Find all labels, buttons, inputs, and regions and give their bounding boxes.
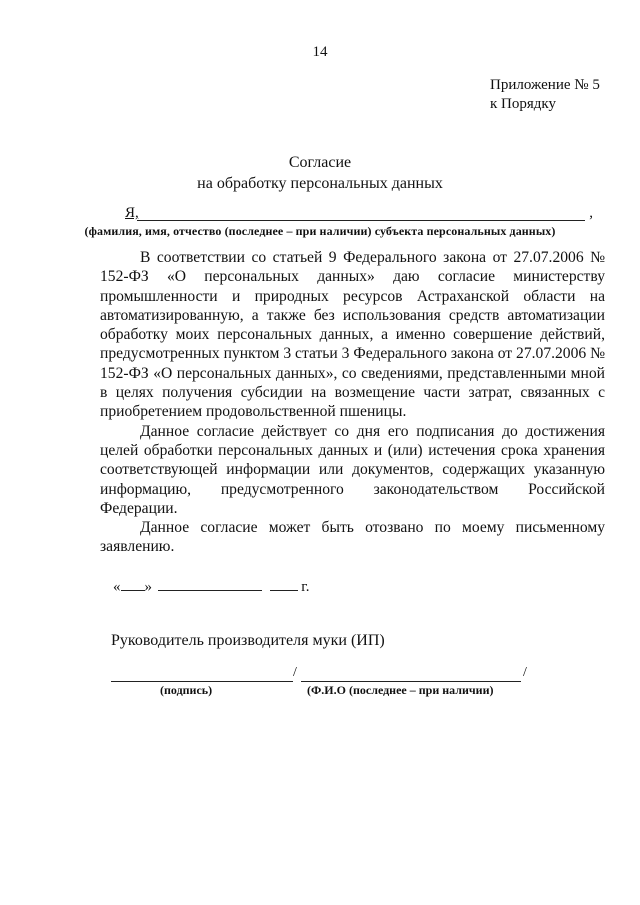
signature-separator-2: / xyxy=(523,665,527,680)
date-month-blank[interactable] xyxy=(158,578,262,591)
date-open-quote: « xyxy=(113,579,121,595)
date-year-blank[interactable] xyxy=(270,578,298,591)
title-line-2: на обработку персональных данных xyxy=(197,175,443,192)
body-paragraph-3: Данное согласие может быть отозвано по моему письменному заявлению. xyxy=(100,519,605,556)
applicant-name-blank[interactable] xyxy=(137,220,585,221)
date-year-suffix: г. xyxy=(301,579,310,595)
signature-separator-1: / xyxy=(293,665,297,680)
date-field xyxy=(113,578,309,596)
applicant-prefix: Я, xyxy=(125,205,139,221)
full-name-caption: (Ф.И.О (последнее – при наличии) xyxy=(307,683,494,697)
consent-body xyxy=(100,248,605,557)
appendix-reference xyxy=(490,76,600,114)
document-title xyxy=(0,152,640,194)
full-name-blank[interactable] xyxy=(301,681,521,682)
appendix-line-1: Приложение № 5 xyxy=(490,77,600,93)
date-day-blank[interactable] xyxy=(121,578,145,591)
title-line-1: Согласие xyxy=(288,154,352,171)
date-close-quote: » xyxy=(144,579,152,595)
page-number: 14 xyxy=(312,44,328,60)
signer-title: Руководитель производителя муки (ИП) xyxy=(111,632,385,649)
applicant-suffix: , xyxy=(589,205,593,221)
signature-caption: (подпись) xyxy=(160,683,213,697)
appendix-line-2: к Порядку xyxy=(490,96,556,112)
body-paragraph-2: Данное согласие действует со дня его подписания до достижения целей обработки персональных данных и (или) истечения срока хранения соответствующей информации или документов, содержащих указанную информацию, предусмотренного законодательством Российской Федерации. xyxy=(100,422,605,517)
signature-blank[interactable] xyxy=(111,681,293,682)
applicant-caption: (фамилия, имя, отчество (последнее – при наличии) субъекта персональных данных) xyxy=(84,224,556,238)
body-paragraph-1: В соответствии со статьей 9 Федерального закона от 27.07.2006 № 152-ФЗ «О персональных данных» даю согласие министерству промышленности и природных ресурсов Астраханской области на автоматизированную, а также без использования средств автоматизации обработку моих персональных данных, а именно совершение действий, предусмотренных пунктом 3 статьи 3 Федерального закона от 27.07.2006 № 152-ФЗ «О персональных данных», со сведениями, представленными мной в целях получения субсидии на возмещение части затрат, связанных с приобретением продовольственной пшеницы. xyxy=(100,249,605,421)
